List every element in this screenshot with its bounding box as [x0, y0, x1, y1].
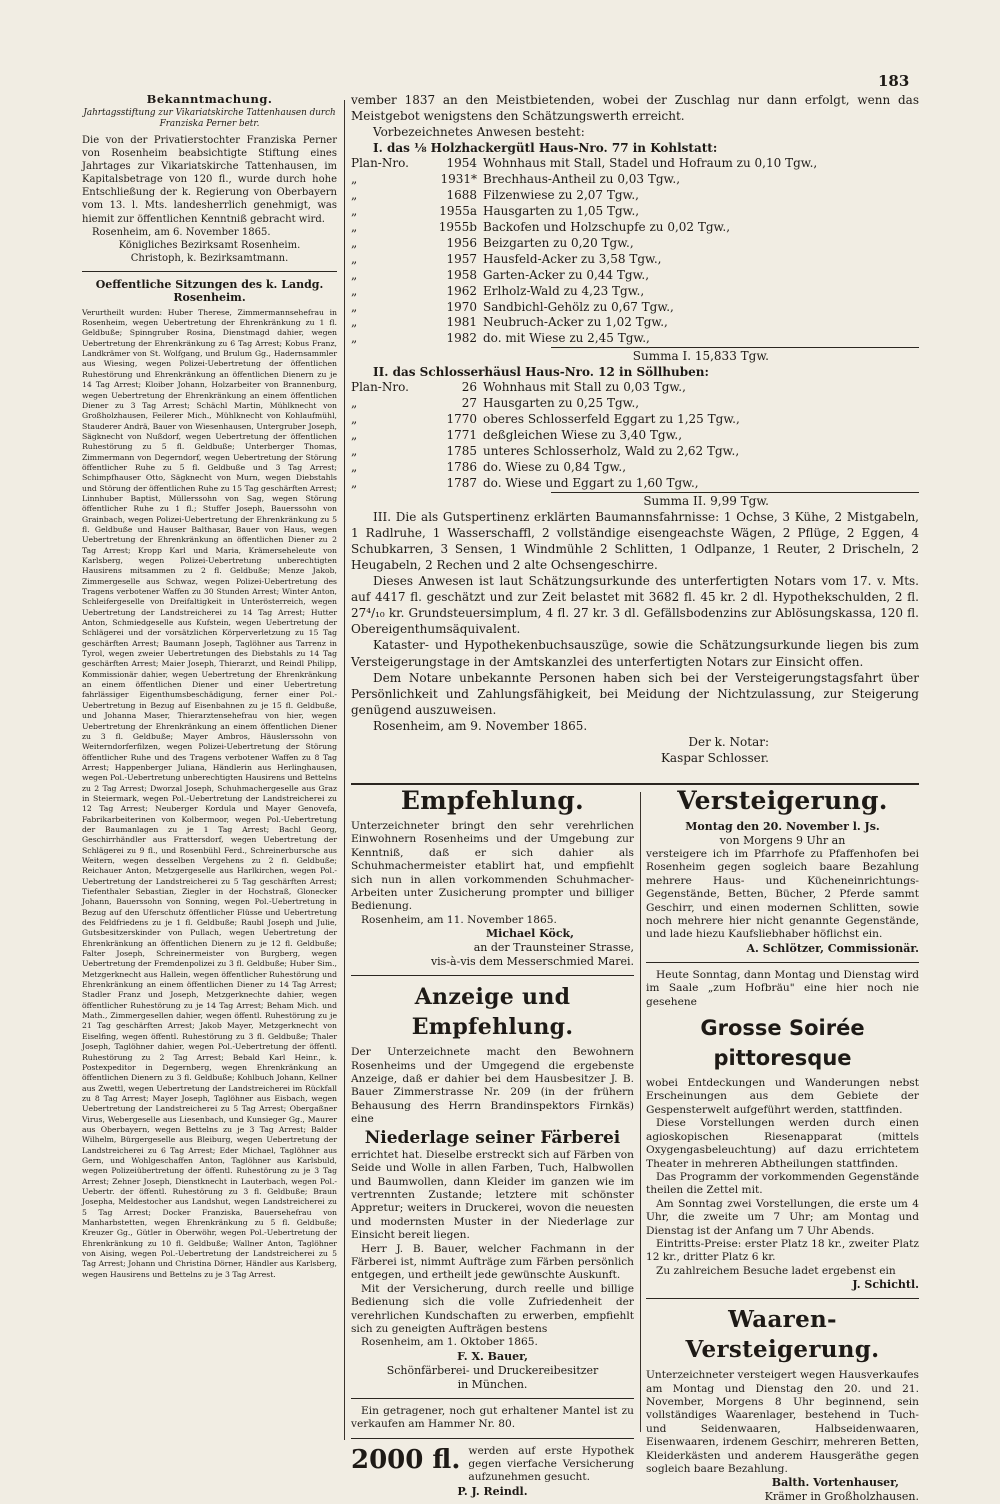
ad-waaren-title: Waaren-Versteigerung.: [685, 1306, 880, 1364]
property-heading: Vorbezeichnetes Anwesen besteht:: [373, 125, 585, 140]
sessions-block: [82, 278, 337, 1280]
section1-heading: I. das ⅛ Holzhackergütl Haus-Nro. 77 in Kohlstatt:: [373, 141, 718, 156]
ad-versteigerung: [646, 786, 919, 956]
cadastre-text: Kataster- und Hypothekenbuchsauszüge, sowie die Schätzungsurkunde liegen bis zum Versteigerungstage in der Amtskanzlei des unterfertigten Notars zur Einsicht offen.: [351, 638, 919, 669]
list-item: „ 1955b Backofen und Holzschupfe zu 0,02 Tgw.,: [351, 220, 731, 234]
notice-subtitle: Jahrtagsstiftung zur Vikariatskirche Tattenhausen durch Franziska Perner betr.: [83, 108, 336, 129]
list-item: „ 1785 unteres Schlosserholz, Wald zu 2,62 Tgw.,: [351, 443, 740, 458]
section3-text: III. Die als Gutspertinenz erklärten Baumannsfahrnisse: 1 Ochse, 3 Kühe, 2 Mistgabeln, 1 Radlruhe, 1 Wasserschaffl, 2 vollständige eisengeachste Wägen, 2 Pflüge, 2 Eggen, 4 Schubkarren, 3 Sensen, 1 Windmühle 2 Schlitten, 1 Odlpanze, 1 Reuter, 2 Drischeln, 2 Heugabeln, 2 Rechen und 2 alte Ochsengeschirre.: [351, 509, 919, 572]
ad-anzeige-body3: Herr J. B. Bauer, welcher Fachmann in der Färberei ist, nimmt Aufträge zum Färben persönlich entgegen, und ertheilt jede gewünschte Auskunft.: [351, 1242, 634, 1282]
section2-heading: II. das Schlosserhäusl Haus-Nro. 12 in Söllhuben:: [373, 365, 709, 380]
valuation-text: Dieses Anwesen ist laut Schätzungsurkunde des unterfertigten Notars vom 17. v. Mts. auf 4417 fl. geschätzt und zur Zeit belastet mit 3682 fl. 45 kr. 2 dl. Hypothekschulden, 2 fl. 27⁴/₁₀ kr. Grundsteuersimplum, 4 fl. 27 kr. 3 dl. Gefällsbodenzins zur Ablösungskassa, 120 fl. Obereigenthumsäquivalent.: [351, 574, 919, 637]
list-item: „ 1770 oberes Schlosserfeld Eggart zu 1,25 Tgw.,: [351, 412, 740, 427]
left-column: [82, 92, 337, 1442]
ad-soiree-body6: Zu zahlreichem Besuche ladet ergebenst ein: [656, 1264, 896, 1277]
ad-empfehlung-name: Michael Köck,: [486, 927, 574, 941]
ad-loan-name: P. J. Reindl.: [457, 1484, 528, 1498]
list-item: „ 1771 deßgleichen Wiese zu 3,40 Tgw.,: [351, 428, 683, 443]
list-item: „ 1970 Sandbichl-Gehölz zu 0,67 Tgw.,: [351, 299, 674, 314]
list-item: Plan-Nro. 1954 Wohnhaus mit Stall, Stadel und Hofraum zu 0,10 Tgw.,: [351, 156, 818, 171]
ad-waaren-name: Balth. Vortenhauser,: [771, 1476, 899, 1490]
sessions-title: Oeffentliche Sitzungen des k. Landg. Rosenheim.: [95, 277, 324, 304]
ad-versteigerung-body: versteigere ich im Pfarrhofe zu Pfaffenhofen bei Rosenheim gegen sogleich baare Bezahlung mehrere Haus- und Kücheneinrichtungs-Gegenstände, Betten, Bücher, 2 Pferde sammt Geschirr, und einen modernen Schlitten, sowie noch mehrere hier nicht genannte Gegenstände, und lade hiezu Kaufsliebhaber höflichst ein.: [646, 848, 919, 941]
sessions-text: Verurtheilt wurden: Huber Therese, Zimmermannsehefrau in Rosenheim, wegen Uebertretung der Ehrenkränkung zu 1 fl. Geldbuße; Spinngruber Rosina, Dienstmagd dahier, wegen Uebertretung der Ehrenkränkung zu 6 Tag Arrest; Kobus Franz, Landkrämer von St. Wolfgang, und Brulum Gg., Hadernsammler aus Wiesing, wegen Polizei-Uebertretung der öffentlichen Ruhestörung und Ehrenkränkung an öffentlichen Dienern zu je 14 Tag Arrest; Kloiber Johann, Holzarbeiter von Brannenburg, wegen Uebertretung der Ehrenkränkung an einem öffentlichen Diener zu 3 Tag Arrest; Schächl Martin, Mühlknecht von Großholzhausen, Feilerer Mich., Mühlknecht von Kohlaufmühl, Stauderer Andrä, Bauer von Wiesenhausen, Untergruber Joseph, Sägknecht von Nußdorf, wegen Uebertretung der öffentlichen Ruhestörung zu 5 fl. Geldbuße; Unterberger Thomas, Zimmermann von Degerndorf, wegen Uebertretung der Störung öffentlicher Ruhe zu 5 fl. Geldbuße und 3 Tag Arrest; Schimpfhauser Otto, Sägknecht von Murn, wegen Diebstahls und Störung der öffentlichen Ruhe zu 15 Tag geschärften Arrest; Linnhuber Baptist, Müllerssohn von Sag, wegen Störung öffentlicher Ruhe zu 1 fl.; Stuffer Joseph, Bauerssohn von Grainbach, wegen Polizei-Uebertretung der Ehrenkränkung zu 5 fl. Geldbuße und Hauser Balthasar, Bauer von Haus, wegen Uebertretung der Ehrenkränkung an öffentlichen Diener zu 2 Tag Arrest; Kropp Karl und Maria, Krämerseheleute von Karlsberg, wegen Polizei-Uebertretung unberechtigten Hausirens mitsammen zu 2 fl. Geldbuße; Menze Jakob, Zimmergeselle aus Schwaz, wegen Polizei-Uebertretung des Tragens verbotener Waffen zu 30 Stunden Arrest; Winter Anton, Schleifergeselle von Dreifaltigkeit in Unterösterreich, wegen Uebertretung der Landstreicherei zu 14 Tag Arrest; Hutter Anton, Schmiedgeselle aus Kufstein, wegen Uebertretung der Schlägerei und der vorsätzlichen Körperverletzung zu 15 Tag geschärften Arrest; Baumann Joseph, Taglöhner aus Tarrenz in Tyrol, wegen zweier Uebertretungen des Diebstahls zu 14 Tag geschärften Arrest; Maier Joseph, Thierarzt, und Reindl Philipp, Kommissionär dahier, wegen Uebertretung der Ehrenkränkung an einem öffentlichen Diener und einer Uebertretung fahrlässiger Eigenthumsbeschädigung, ferner einer Pol.-Uebertretung in Bezug auf Eisenbahnen zu je 15 fl. Geldbuße, und Johanna Maser, Thierarztensehefrau von hier, wegen Uebertretung der Ehrenkränkung an einem öffentlichen Diener zu 3 fl. Geldbuße; Mayer Ambros, Häuslerssohn von Weiterndorferfilzen, wegen Polizei-Uebertretung der Störung öffentlicher Ruhe und des Tragens verbotener Waffen zu 8 Tag Arrest; Happenberger Juliana, Händlerin aus Herlinghausen, wegen Pol.-Uebertretung unberechtigten Hausirens und Bettelns zu 2 Tag Arrest; Dworzal Joseph, Schuhmachergeselle aus Graz in Steiermark, wegen Pol.-Uebertretung der Landstreicherei zu 12 Tag Arrest; Neuberger Kordula und Mayer Genovefa, Fabrikarbeiterinen von Kolbermoor, wegen Pol.-Uebertretung der Baumanlagen zu je 1 Tag Arrest; Bachl Georg, Geschirrhändler aus Frattersdorf, wegen Uebertretung der Schlägerei zu 9 fl., und Rosenbühl Ferd., Schreinerbursche aus Weitern, wegen desselben Vergehens zu 2 fl. Geldbuße; Reichauer Anton, Metzgergeselle aus Harlkirchen, wegen Pol.-Uebertretung der Landstreicherei zu 5 Tag geschärften Arrest; Tiefenthaler Sebastian, Ziegler in der Hochstraß, Glonecker Johann, Bauerssohn von Sonning, wegen Pol.-Uebertretung in Bezug auf den Uferschutz öffentlicher Flüsse und Uebertretung des Feldfriedens zu je 1 fl. Geldbuße; Raubl Joseph und Julie, Gutsbesitzerskinder von Pullach, wegen Uebertretung der Ehrenkränkung an öffentlichen Dienern zu je 12 fl. Geldbuße; Falter Joseph, Schreinermeister von Burgberg, wegen Uebertretung der Fremdenpolizei zu 3 fl. Geldbuße; Huber Sim., Metzgerknecht aus Hallein, wegen öffentlicher Ruhestörung und Ehrenkränkung an einem öffentlichen Diener zu 14 Tag Arrest; Stadler Franz und Joseph, Metzgerknechte dahier, wegen öffentlicher Ruhestörung zu je 14 Tag Arrest; Beham Mich. und Math., Zimmergesellen dahier, wegen öffentl. Ruhestörung zu je 21 Tag geschärften Arrest; Jakob Mayer, Metzgerknecht von Eiselfing, wegen öffentl. Ruhestörung zu 3 fl. Geldbuße; Thaler Joseph, Taglöhner dahier, wegen Pol.-Uebertretung der öffentl. Ruhestörung zu 2 Tag Arrest; Bebald Karl Heinr., k. Postexpeditor in Degernberg, wegen Ehrenkränkung an öffentlichen Dienern zu 3 fl. Geldbuße; Kohlbuch Johann, Kellner aus Zwettl, wegen Uebertretung der Landstreicherei im Rückfall zu 8 Tag Arrest; Mayer Joseph, Taglöhner aus Eisbach, wegen Uebertretung der Landstreicherei zu 5 Tag Arrest; Obergaßner Virus, Webergeselle aus Liesenbach, und Kunsieger Gg., Maurer aus Oberbayern, wegen Bettelns zu je 3 Tag Arrest; Balder Wilhelm, Bürgergeselle aus Bleiburg, wegen Uebertretung der Landstreicherei zu 6 Tag Arrest; Eder Michael, Taglöhner aus Gern, und Wohlgeschaffen Anton, Taglöhner aus Karlsbuld, wegen Polizeiübertretung der öffentl. Ruhestörung zu je 3 Tag Arrest; Zehner Joseph, Dienstknecht in Lauterbach, wegen Pol.-Uebertr. der öffentl. Ruhestörung zu 3 fl. Geldbuße; Braun Josepha, Meldestocher aus Landshut, wegen Landstreicherei zu 5 Tag Arrest; Docker Franziska, Bauersehefrau von Manharbstetten, wegen Ehrenkränkung zu 5 fl. Geldbuße; Kreuzer Gg., Gütler in Oberwöhr, wegen Pol.-Uebertretung der Ehrenkränkung zu 10 fl. Geldbuße; Wallner Anton, Taglöhner von Aising, wegen Pol.-Uebertretung der Landstreicherei zu 5 Tag Arrest; Johann und Christina Dörner, Händler aus Karlsberg, wegen Hausirens und Bettelns zu je 3 Tag Arrest.: [82, 307, 337, 1279]
ad-soiree-body1: wobei Entdeckungen und Wanderungen nebst Erscheinungen aus dem Gebiete der Gespensterwelt aufgeführt werden, stattfinden.: [646, 1077, 919, 1116]
ad-soiree-body2: Diese Vorstellungen werden durch einen agioskopischen Riesenapparat (mittels Oxygengasbeleuchtung) auf dazu errichtetem Theater in mehreren Abtheilungen stattfinden.: [646, 1117, 919, 1170]
section1-sum: Summa I. 15,833 Tgw.: [551, 347, 919, 364]
ad-versteigerung-time: von Morgens 9 Uhr an: [719, 834, 846, 847]
ad-loan: [351, 1445, 634, 1485]
ad-mantel: [351, 1405, 634, 1432]
auction-notice: [351, 92, 919, 780]
ad-empfehlung-addr2: vis-à-vis dem Messerschmied Marei.: [430, 955, 634, 969]
notice-official: Christoph, k. Bezirksamtmann.: [130, 252, 289, 264]
ad-anzeige: [351, 982, 634, 1392]
list-item: „ 1787 do. Wiese und Eggart zu 1,60 Tgw.,: [351, 475, 699, 490]
ad-soiree-body4: Am Sonntag zwei Vorstellungen, die erste um 4 Uhr, die zweite um 7 Uhr; am Montag und Dienstag ist der Anfang um 7 Uhr Abends.: [646, 1197, 919, 1237]
list-item: „ 1956 Beizgarten zu 0,20 Tgw.,: [351, 235, 634, 250]
separator: [351, 975, 634, 976]
section1-list: [351, 156, 919, 347]
ad-soiree-signer: J. Schichtl.: [852, 1278, 919, 1292]
section-rule: [351, 783, 919, 785]
ad-mantel-text: Ein getragener, noch gut erhaltener Mantel ist zu verkaufen am Hammer Nr. 80.: [351, 1404, 634, 1431]
list-item: „ 1962 Erlholz-Wald zu 4,23 Tgw.,: [351, 283, 645, 298]
ad-anzeige-date: Rosenheim, am 1. Oktober 1865.: [361, 1336, 538, 1349]
list-item: „ 27 Hausgarten zu 0,25 Tgw.,: [351, 396, 640, 411]
center-ads: [351, 786, 634, 1498]
separator: [351, 1398, 634, 1399]
ad-waaren-body: Unterzeichneter versteigert wegen Hausverkaufes am Montag und Dienstag den 20. und 21. November, Morgens 8 Uhr beginnend, sein vollständiges Waarenlager, bestehend in Tuch- und Seidenwaaren, Halbseidenwaaren, Eisenwaaren, irdenem Geschirr, mehreren Betten, Kleiderkästen und anderem Hausgeräthe gegen sogleich baare Bezahlung.: [646, 1369, 919, 1475]
list-item: „ 1958 Garten-Acker zu 0,44 Tgw.,: [351, 267, 650, 282]
ad-soiree-body3: Das Programm der vorkommenden Gegenstände theilen die Zettel mit.: [646, 1170, 919, 1197]
notice-title: Bekanntmachung.: [146, 92, 273, 106]
ad-waaren-role: Krämer in Großholzhausen.: [764, 1490, 919, 1504]
ad-empfehlung-date: Rosenheim, am 11. November 1865.: [361, 913, 557, 926]
ad-anzeige-body4: Mit der Versicherung, durch reelle und billige Bedienung sich die volle Zufriedenheit der verehrlichen Kundschaften zu erwerben, empfiehlt sich zu geneigten Aufträgen bestens: [351, 1282, 634, 1335]
section2-list: [351, 380, 919, 491]
ad-versteigerung-signer: A. Schlötzer, Commissionär.: [746, 941, 919, 955]
separator: [646, 1298, 919, 1299]
section2-sum: Summa II. 9,99 Tgw.: [551, 492, 919, 509]
ad-soiree-title: Grosse Soirée pittoresque: [700, 1016, 865, 1071]
ad-versteigerung-title: Versteigerung.: [677, 786, 888, 815]
notary-title: Der k. Notar:: [688, 735, 769, 749]
notice-office: Königliches Bezirksamt Rosenheim.: [118, 239, 301, 251]
ad-anzeige-role1: Schönfärberei- und Druckereibesitzer: [386, 1363, 599, 1377]
right-ads: [646, 786, 919, 1504]
notice-block: [82, 92, 337, 265]
ad-versteigerung-date: Montag den 20. November l. Js.: [685, 820, 880, 833]
ad-waaren: [646, 1305, 919, 1504]
notice-date: Rosenheim, am 6. November 1865.: [92, 226, 271, 238]
list-item: „ 1931* Brechhaus-Antheil zu 0,03 Tgw.,: [351, 172, 681, 187]
identity-text: Dem Notare unbekannte Personen haben sich bei der Versteigerungstagsfahrt über Persönlichkeit und Zahlungsfähigkeit, bei Meidung der Nichtzulassung, zur Steigerung genügend auszuweisen.: [351, 670, 919, 717]
separator: [351, 1438, 634, 1439]
auction-date: Rosenheim, am 9. November 1865.: [373, 718, 588, 733]
separator: [82, 271, 337, 272]
list-item: Plan-Nro. 26 Wohnhaus mit Stall zu 0,03 Tgw.,: [351, 380, 686, 395]
ad-soiree-intro: Heute Sonntag, dann Montag und Dienstag wird im Saale „zum Hofbräu" eine hier noch nie gesehene: [646, 968, 919, 1008]
list-item: „ 1786 do. Wiese zu 0,84 Tgw.,: [351, 459, 627, 474]
list-item: „ 1981 Neubruch-Acker zu 1,02 Tgw.,: [351, 315, 668, 330]
ad-anzeige-highlight: Niederlage seiner Färberei: [364, 1127, 621, 1148]
ad-anzeige-body2: errichtet hat. Dieselbe erstreckt sich auf Färben von Seide und Wolle in allen Farben, Tuch, Halbwollen und Baumwollen, dann Kleider im ganzen wie im vertrennten Zustande; letztere mit schönster Appretur; weiters in Druckerei, wovon die neuesten und modernsten Muster in der Niederlage zur Einsicht bereit liegen.: [351, 1148, 634, 1242]
ads-column-rule: [640, 792, 641, 1432]
page-number: 183: [878, 72, 910, 90]
ad-empfehlung-body: Unterzeichneter bringt den sehr verehrlichen Einwohnern Rosenheims und der Umgebung zur Kenntniß, daß er sich dahier als Schuhmachermeister etablirt hat, und empfiehlt sich nun in allen vorkommenden Schuhmacher-Arbeiten unter Zusicherung prompter und billiger Bedienung.: [351, 820, 634, 913]
ad-anzeige-body1: Der Unterzeichnete macht den Bewohnern Rosenheims und der Umgegend die ergebenste Anzeige, daß er dahier bei dem Hausbesitzer J. B. Bauer Zimmerstrasse Nr. 209 (in der frühern Behausung des Herrn Brandinspektors Firnkäs) eine: [351, 1046, 634, 1126]
list-item: „ 1982 do. mit Wiese zu 2,45 Tgw.,: [351, 331, 650, 346]
list-item: „ 1688 Filzenwiese zu 2,07 Tgw.,: [351, 188, 639, 203]
ad-anzeige-role2: in München.: [457, 1377, 528, 1391]
ad-anzeige-title: Anzeige und Empfehlung.: [411, 984, 574, 1041]
column-rule: [344, 100, 345, 1440]
list-item: „ 1957 Hausfeld-Acker zu 3,58 Tgw.,: [351, 251, 662, 266]
auction-intro: vember 1837 an den Meistbietenden, wobei der Zuschlag nur dann erfolgt, wenn das Meistgebot wenigstens den Schätzungswerth erreicht.: [351, 93, 919, 124]
notary-name: Kaspar Schlosser.: [660, 751, 769, 766]
notice-body: Die von der Privatierstochter Franziska Perner von Rosenheim beabsichtigte Stiftung eines Jahrtages zur Vikariatskirche Tattenhausen, im Kapitalsbetrage von 120 fl., wurde durch hohe Entschließung der k. Regierung von Oberbayern vom 13. l. Mts. landesherrlich genehmigt, was hiemit zur öffentlichen Kenntniß gebracht wird.: [82, 135, 337, 225]
ad-soiree: [646, 969, 919, 1292]
ad-empfehlung-title: Empfehlung.: [400, 786, 585, 815]
ad-anzeige-name: F. X. Bauer,: [457, 1349, 528, 1363]
separator: [646, 962, 919, 963]
ad-soiree-body5: Eintritts-Preise: erster Platz 18 kr., zweiter Platz 12 kr., dritter Platz 6 kr.: [646, 1237, 919, 1264]
ad-empfehlung-addr1: an der Traunsteiner Strasse,: [473, 941, 634, 955]
ad-loan-text: werden auf erste Hypothek gegen vierfache Versicherung aufzunehmen gesucht.: [468, 1444, 634, 1484]
list-item: „ 1955a Hausgarten zu 1,05 Tgw.,: [351, 204, 640, 219]
ad-empfehlung: [351, 786, 634, 969]
ad-loan-amount: 2000 fl.: [351, 1444, 461, 1475]
